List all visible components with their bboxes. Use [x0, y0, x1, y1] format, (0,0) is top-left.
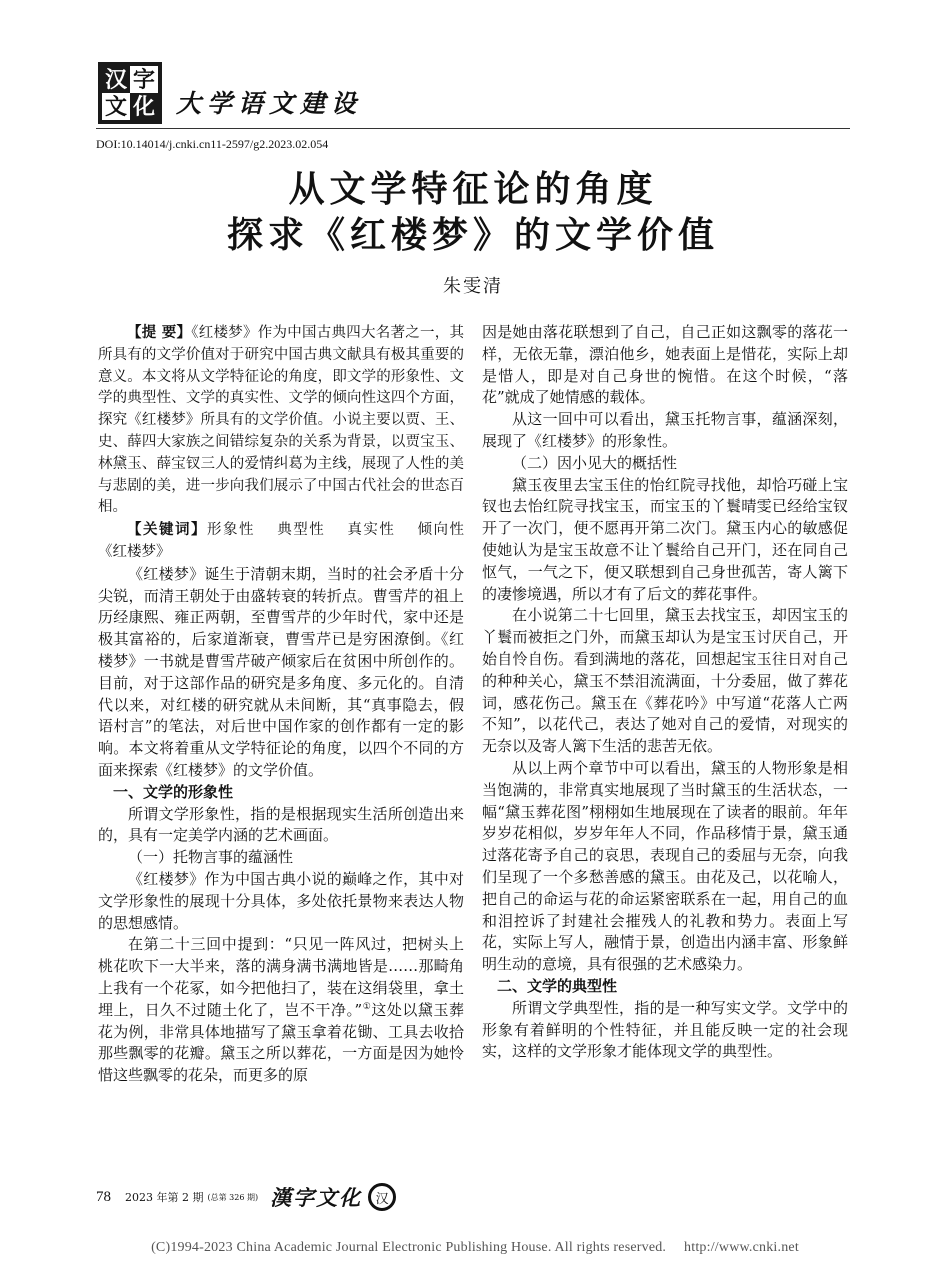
keywords-text: 形象性 典型性 真实性 倾向性 《红楼梦》: [98, 522, 479, 560]
quote-text: 在第二十三回中提到：“只见一阵风过，把树头上桃花吹下一大半来，落的满身满书满地皆是……那畸角上我有一个花冢，如今把他扫了，装在这绢袋里，拿土埋上，日久不过随土化了，岂不干净。”: [98, 935, 464, 1019]
abstract-label: 【提 要】: [127, 324, 192, 341]
section-heading: 一、文学的形象性: [113, 782, 234, 801]
issue-total: (总第 326 期): [207, 1192, 259, 1202]
issue-label: 2023 年第 2 期: [125, 1191, 204, 1204]
page-number: 78: [96, 1188, 111, 1205]
body-paragraph: 黛玉夜里去宝玉住的怡红院寻找他，却恰巧碰上宝钗也去怡红院寻找宝玉，而宝玉的丫鬟晴雯已经给宝钗开了一次门，便不愿再开第二次门。黛玉内心的敏感促使她认为是宝玉故意不让丫鬟给自己开门，还在同自己怄气，一气之下，便又联想到自己身世孤苦，寄人篱下的凄惨境遇，所以才有了后文的葬花事件。: [482, 475, 848, 603]
right-column: [482, 322, 848, 1063]
subsection-heading: （一）托物言事的蕴涵性: [128, 848, 294, 867]
copyright-notice: (C)1994-2023 China Academic Journal Electronic Publishing House. All rights reserved. http://www.cnki.net: [151, 1240, 799, 1255]
logo-char-3: 文: [104, 93, 127, 120]
footnote-mark: ①: [362, 1001, 372, 1012]
header-divider: [96, 128, 850, 129]
body-paragraph: 因是她由落花联想到了自己，自己正如这飘零的落花一样，无依无靠，漂泊他乡，她表面上是惜花，实际上却是惜人，即是对自己身世的惋惜。在这个时候，“落花”就成了她情感的载体。: [482, 323, 848, 407]
author: 朱雯清: [443, 276, 503, 297]
body-paragraph: 从这一回中可以看出，黛玉托物言事，蕴涵深刻，展现了《红楼梦》的形象性。: [482, 410, 848, 450]
body-paragraph: 《红楼梦》作为中国古典小说的巅峰之作，其中对文学形象性的展现十分具体，多处依托景物来表达人物的思想感情。: [98, 869, 464, 932]
section-heading: 二、文学的典型性: [497, 976, 618, 995]
journal-name: 大学语文建设: [176, 89, 363, 118]
body-paragraph: 《红楼梦》诞生于清朝末期，当时的社会矛盾十分尖锐，而清王朝处于由盛转衰的转折点。曹雪芹的祖上历经康熙、雍正两朝，至曹雪芹的少年时代，家中还是极其富裕的，后家道渐衰，曹雪芹已是穷困潦倒。《红楼梦》一书就是曹雪芹破产倾家后在贫困中所创作的。目前，对于这部作品的研究是多角度、多元化的。自清代以来，对红楼的研究就从未间断，其“真事隐去，假语村言”的笔法，对后世中国作家的创作都有一定的影响。本文将着重从文学特征论的角度，以四个不同的方面来探索《红楼梦》的文学价值。: [98, 564, 464, 779]
body-text: 这处以黛玉葬花为例，非常具体地描写了黛玉拿着花锄、工具去收拾那些飘零的花瓣。黛玉之所以葬花，一方面是因为她怜惜这些飘零的花朵，而更多的原: [98, 1000, 464, 1085]
journal-logo: [98, 62, 162, 124]
logo-char-4: 化: [130, 93, 158, 120]
doi: DOI:10.14014/j.cnki.cn11-2597/g2.2023.02.054: [96, 137, 329, 151]
body-paragraph: [98, 934, 464, 1087]
body-paragraph: 所谓文学典型性，指的是一种写实文学。文学中的形象有着鲜明的个性特征，并且能反映一定的社会现实，这样的文学形象才能体现文学的典型性。: [482, 998, 848, 1061]
body-paragraph: 所谓文学形象性，指的是根据现实生活所创造出来的，具有一定美学内涵的艺术画面。: [98, 804, 464, 845]
article-title-line-2: 探求《红楼梦》的文学价值: [226, 214, 719, 256]
logo-char-2: 字: [132, 66, 155, 93]
body-paragraph: 在小说第二十七回里，黛玉去找宝玉，却因宝玉的丫鬟而被拒之门外，而黛玉却认为是宝玉讨厌自己，开始自怜自伤。看到满地的落花，回想起宝玉往日对自己的种种关心，黛玉不禁泪流满面，十分委屈，做了葬花词，感花伤己。黛玉在《葬花吟》中写道“花落人亡两不知”，以花代己，表达了她对自己的爱情，对现实的无奈以及寄人篱下生活的悲苦无依。: [482, 606, 848, 756]
page-footer: [96, 1183, 396, 1211]
brand-emblem-icon: 汉: [368, 1183, 396, 1211]
article-title-line-1: 从文学特征论的角度: [288, 168, 658, 210]
body-paragraph: 从以上两个章节中可以看出，黛玉的人物形象是相当饱满的，非常真实地展现了当时黛玉的生活状态，一幅“黛玉葬花图”栩栩如生地展现在了读者的眼前。年年岁岁花相似，岁岁年年人不同，作品移情于景，黛玉通过落花寄予自己的哀思，表现自己的委屈与无奈，向我们呈现了一个多愁善感的黛玉。由花及己，以花喻人，把自己的命运与花的命运紧密联系在一起，用自己的血和泪控诉了封建社会摧残人的礼教和势力。表面上写花，实际上写人，融情于景，创造出内涵丰富、形象鲜明生动的意境，具有很强的艺术感染力。: [482, 758, 848, 974]
subsection-heading: （二）因小见大的概括性: [512, 453, 678, 472]
keywords-label: 【关键词】: [127, 521, 208, 539]
keywords: [98, 519, 479, 564]
brand-name: 漢字文化: [270, 1185, 363, 1210]
logo-char-1: 汉: [102, 66, 130, 93]
abstract: [98, 322, 464, 519]
abstract-text: 《红楼梦》作为中国古典四大名著之一，其所具有的文学价值对于研究中国古典文献具有极其重要的意义。本文将从文学特征论的角度，即文学的形象性、文学的典型性、文学的真实性、文学的倾向性这四个方面，探究《红楼梦》所具有的文学价值。小说主要以贾、王、史、薛四大家族之间错综复杂的关系为背景，以贾宝玉、林黛玉、薛宝钗三人的爱情纠葛为主线，展现了人性的美与悲剧的美，进一步向我们展示了中国古代社会的世态百相。: [98, 325, 464, 516]
left-column: [98, 322, 479, 1087]
